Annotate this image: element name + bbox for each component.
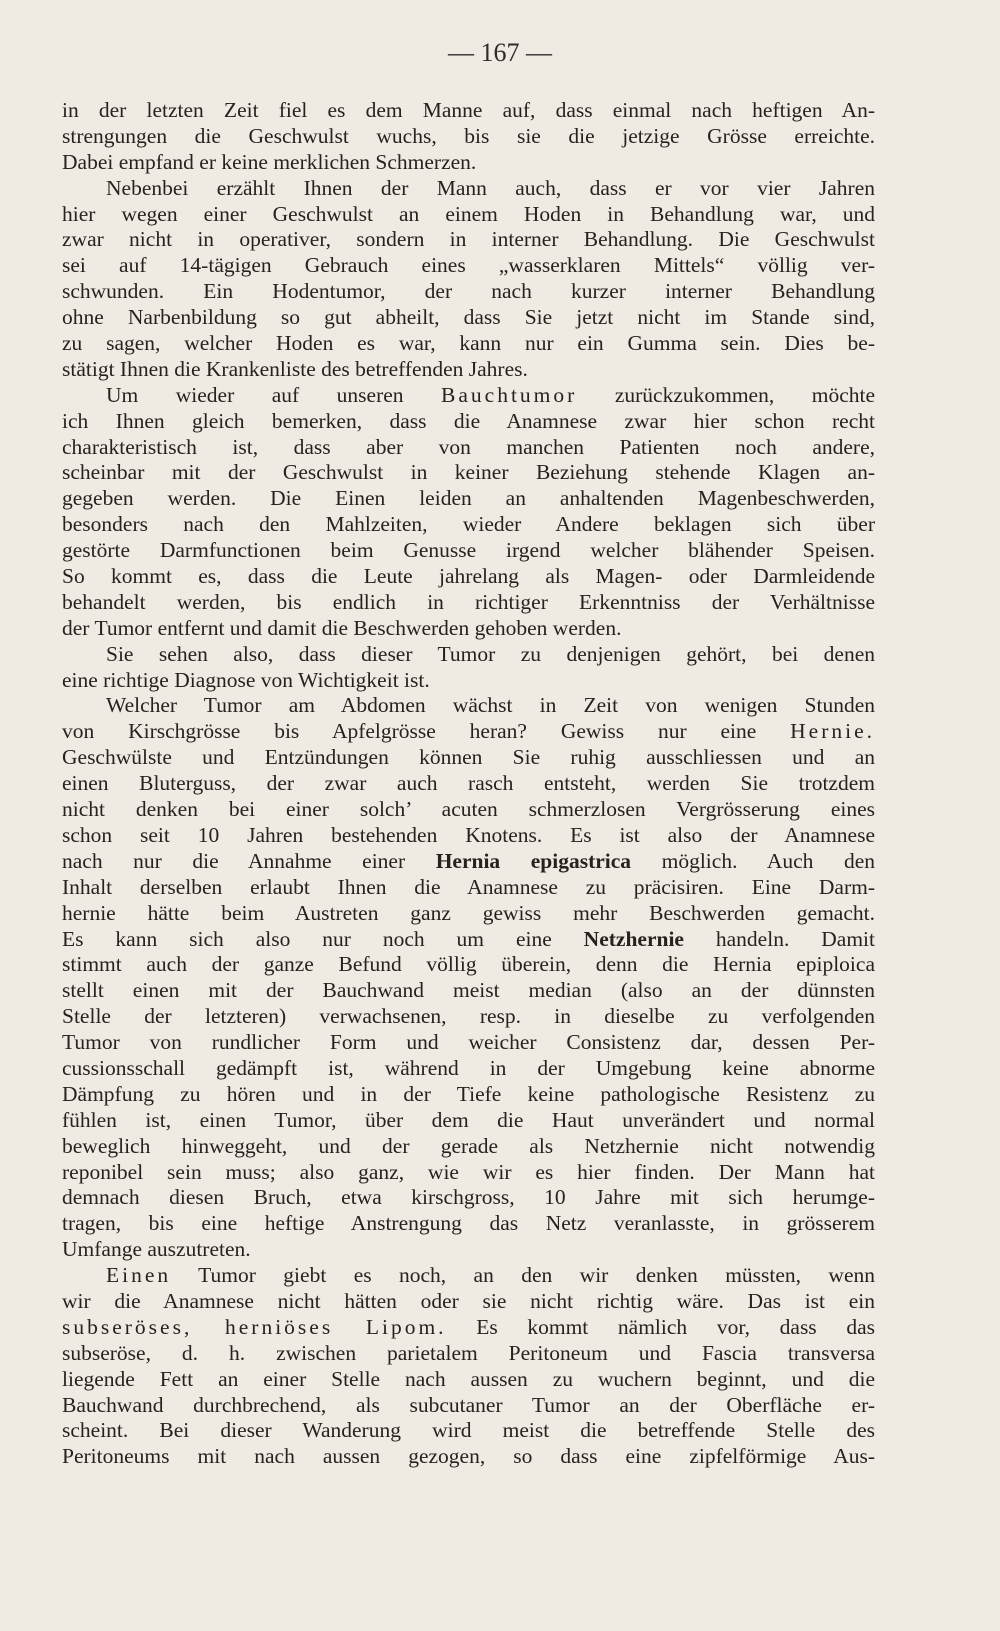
text-line bbox=[62, 1004, 875, 1030]
text-line bbox=[62, 771, 875, 797]
text-line bbox=[62, 486, 875, 512]
text-line bbox=[62, 253, 875, 279]
text-line bbox=[62, 875, 875, 901]
text-segment: nicht denken bei einer solch’ acuten schmerzlosen Vergrösserung eines bbox=[62, 797, 875, 822]
text-segment: Bauchwand durchbrechend, als subcutaner Tumor an der Oberfläche er- bbox=[62, 1392, 875, 1417]
text-segment: ich Ihnen gleich bemerken, dass die Anamnese zwar hier schon recht bbox=[62, 408, 875, 433]
text-line bbox=[62, 124, 875, 150]
text-line bbox=[62, 279, 875, 305]
text-segment: wir die Anamnese nicht hätten oder sie nicht richtig wäre. Das ist ein bbox=[62, 1288, 875, 1313]
text-segment: zurückzukommen, möchte bbox=[577, 382, 875, 407]
text-segment: hier wegen einer Geschwulst an einem Hoden in Behandlung war, und bbox=[62, 201, 875, 226]
text-line bbox=[62, 202, 875, 228]
text-segment: eine richtige Diagnose von Wichtigkeit ist. bbox=[62, 667, 430, 692]
text-line bbox=[62, 1341, 875, 1367]
text-line bbox=[62, 1134, 875, 1160]
text-line bbox=[62, 1082, 875, 1108]
text-segment: charakteristisch ist, dass aber von manchen Patienten noch andere, bbox=[62, 434, 875, 459]
spaced-emphasis: Einen bbox=[106, 1263, 172, 1288]
text-segment: Dämpfung zu hören und in der Tiefe keine pathologische Resistenz zu bbox=[62, 1081, 875, 1106]
text-line bbox=[62, 1289, 875, 1315]
spaced-emphasis: subseröses, herniöses Lipom. bbox=[62, 1314, 447, 1339]
text-line bbox=[62, 1263, 875, 1289]
text-line bbox=[62, 1056, 875, 1082]
text-segment: behandelt werden, bis endlich in richtiger Erkenntniss der Verhältnisse bbox=[62, 589, 875, 614]
text-segment: schon seit 10 Jahren bestehenden Knotens. Es ist also der Anamnese bbox=[62, 822, 875, 847]
text-line bbox=[62, 590, 875, 616]
text-line bbox=[62, 409, 875, 435]
text-line bbox=[62, 849, 875, 875]
text-segment: beweglich hinweggeht, und der gerade als Netzhernie nicht notwendig bbox=[62, 1133, 875, 1158]
text-segment: Stelle der letzteren) verwachsenen, resp. in dieselbe zu verfolgenden bbox=[62, 1004, 875, 1029]
text-segment: strengungen die Geschwulst wuchs, bis sie die jetzige Grösse erreichte. bbox=[62, 123, 875, 148]
text-segment: Dabei empfand er keine merklichen Schmerzen. bbox=[62, 149, 477, 174]
text-segment: nach nur die Annahme einer bbox=[62, 848, 436, 873]
text-line bbox=[62, 1418, 875, 1444]
text-segment: einen Bluterguss, der zwar auch rasch entsteht, werden Sie trotzdem bbox=[62, 771, 875, 796]
text-line bbox=[62, 538, 875, 564]
text-segment: cussionsschall gedämpft ist, während in der Umgebung keine abnorme bbox=[62, 1055, 875, 1080]
text-line bbox=[62, 227, 875, 253]
text-segment: Nebenbei erzählt Ihnen der Mann auch, dass er vor vier Jahren bbox=[106, 175, 875, 200]
text-segment: von Kirschgrösse bis Apfelgrösse heran? Gewiss nur eine bbox=[62, 719, 791, 744]
text-segment: fühlen ist, einen Tumor, über dem die Haut unverändert und normal bbox=[62, 1107, 875, 1132]
text-segment: Peritoneums mit nach aussen gezogen, so dass eine zipfelförmige Aus- bbox=[62, 1444, 875, 1469]
text-line bbox=[62, 357, 875, 383]
text-line bbox=[62, 512, 875, 538]
text-segment: Es kann sich also nur noch um eine bbox=[62, 926, 584, 951]
text-line bbox=[62, 383, 875, 409]
text-segment: in der letzten Zeit fiel es dem Manne auf, dass einmal nach heftigen An- bbox=[62, 98, 875, 122]
text-line bbox=[62, 1393, 875, 1419]
text-segment: möglich. Auch den bbox=[631, 848, 875, 873]
text-segment: reponibel sein muss; also ganz, wie wir es hier finden. Der Mann hat bbox=[62, 1159, 875, 1184]
text-segment: scheint. Bei dieser Wanderung wird meist die betreffende Stelle des bbox=[62, 1418, 875, 1443]
text-line bbox=[62, 435, 875, 461]
text-line bbox=[62, 1030, 875, 1056]
text-segment: Geschwülste und Entzündungen können Sie ruhig ausschliessen und an bbox=[62, 745, 875, 770]
text-segment: ohne Narbenbildung so gut abheilt, dass Sie jetzt nicht im Stande sind, bbox=[62, 305, 875, 330]
text-line bbox=[62, 745, 875, 771]
text-line bbox=[62, 797, 875, 823]
text-line bbox=[62, 823, 875, 849]
bold-term: Hernia epigastrica bbox=[435, 848, 632, 873]
text-line bbox=[62, 331, 875, 357]
text-segment: stätigt Ihnen die Krankenliste des betreffenden Jahres. bbox=[62, 356, 528, 381]
text-line bbox=[62, 98, 875, 124]
text-line bbox=[62, 1108, 875, 1134]
text-line bbox=[62, 176, 875, 202]
spaced-emphasis: Bauchtumor bbox=[441, 382, 578, 407]
text-line bbox=[62, 1315, 875, 1341]
text-segment: der Tumor entfernt und damit die Beschwerden gehoben werden. bbox=[62, 615, 622, 640]
text-segment: tragen, bis eine heftige Anstrengung das Netz veranlasste, in grösserem bbox=[62, 1211, 875, 1236]
text-line bbox=[62, 952, 875, 978]
text-segment: gestörte Darmfunctionen beim Genusse irgend welcher blähender Speisen. bbox=[62, 538, 875, 563]
text-segment: handeln. Damit bbox=[683, 926, 875, 951]
text-line bbox=[62, 1367, 875, 1393]
text-line bbox=[62, 642, 875, 668]
text-segment: So kommt es, dass die Leute jahrelang als Magen- oder Darmleidende bbox=[62, 564, 875, 589]
text-segment: hernie hätte beim Austreten ganz gewiss mehr Beschwerden gemacht. bbox=[62, 900, 875, 925]
text-segment: gegeben werden. Die Einen leiden an anhaltenden Magenbeschwerden, bbox=[62, 486, 875, 511]
text-segment: Inhalt derselben erlaubt Ihnen die Anamnese zu präcisiren. Eine Darm- bbox=[62, 874, 875, 899]
text-line bbox=[62, 668, 875, 694]
text-segment: zwar nicht in operativer, sondern in interner Behandlung. Die Geschwulst bbox=[62, 227, 875, 252]
text-line bbox=[62, 901, 875, 927]
text-line bbox=[62, 150, 875, 176]
text-line bbox=[62, 1444, 875, 1470]
page-number: — 167 — bbox=[448, 38, 552, 67]
text-segment: subseröse, d. h. zwischen parietalem Peritoneum und Fascia transversa bbox=[62, 1340, 875, 1365]
text-line bbox=[62, 693, 875, 719]
text-segment: Es kommt nämlich vor, dass das bbox=[446, 1314, 875, 1339]
text-segment: Sie sehen also, dass dieser Tumor zu denjenigen gehört, bei denen bbox=[106, 641, 875, 666]
text-line bbox=[62, 616, 875, 642]
text-segment: demnach diesen Bruch, etwa kirschgross, 10 Jahre mit sich herumge- bbox=[62, 1185, 875, 1210]
text-segment: sei auf 14-tägigen Gebrauch eines „wasserklaren Mittels“ völlig ver- bbox=[62, 253, 875, 278]
text-segment: Umfange auszutreten. bbox=[62, 1237, 251, 1262]
text-segment: scheinbar mit der Geschwulst in keiner Beziehung stehende Klagen an- bbox=[62, 460, 875, 485]
text-segment: Tumor giebt es noch, an den wir denken müssten, wenn bbox=[171, 1263, 875, 1288]
text-segment: Um wieder auf unseren bbox=[106, 382, 442, 407]
bold-term: Netzhernie bbox=[583, 926, 684, 951]
text-segment: besonders nach den Mahlzeiten, wieder Andere beklagen sich über bbox=[62, 512, 875, 537]
text-line bbox=[62, 978, 875, 1004]
text-line bbox=[62, 305, 875, 331]
spaced-emphasis: Hernie. bbox=[790, 719, 875, 744]
text-line bbox=[62, 1185, 875, 1211]
text-segment: liegende Fett an einer Stelle nach aussen zu wuchern beginnt, und die bbox=[62, 1366, 875, 1391]
text-segment: stellt einen mit der Bauchwand meist median (also an der dünnsten bbox=[62, 978, 875, 1003]
text-line bbox=[62, 1211, 875, 1237]
text-segment: stimmt auch der ganze Befund völlig überein, denn die Hernia epiploica bbox=[62, 952, 875, 977]
text-line bbox=[62, 719, 875, 745]
text-line bbox=[62, 564, 875, 590]
text-line bbox=[62, 927, 875, 953]
text-segment: Welcher Tumor am Abdomen wächst in Zeit von wenigen Stunden bbox=[106, 693, 875, 718]
text-segment: schwunden. Ein Hodentumor, der nach kurzer interner Behandlung bbox=[62, 279, 875, 304]
body-text bbox=[62, 98, 875, 1470]
text-segment: Tumor von rundlicher Form und weicher Consistenz dar, dessen Per- bbox=[62, 1030, 875, 1055]
text-segment: zu sagen, welcher Hoden es war, kann nur ein Gumma sein. Dies be- bbox=[62, 331, 875, 356]
text-line bbox=[62, 1237, 875, 1263]
text-line bbox=[62, 1160, 875, 1186]
text-line bbox=[62, 460, 875, 486]
